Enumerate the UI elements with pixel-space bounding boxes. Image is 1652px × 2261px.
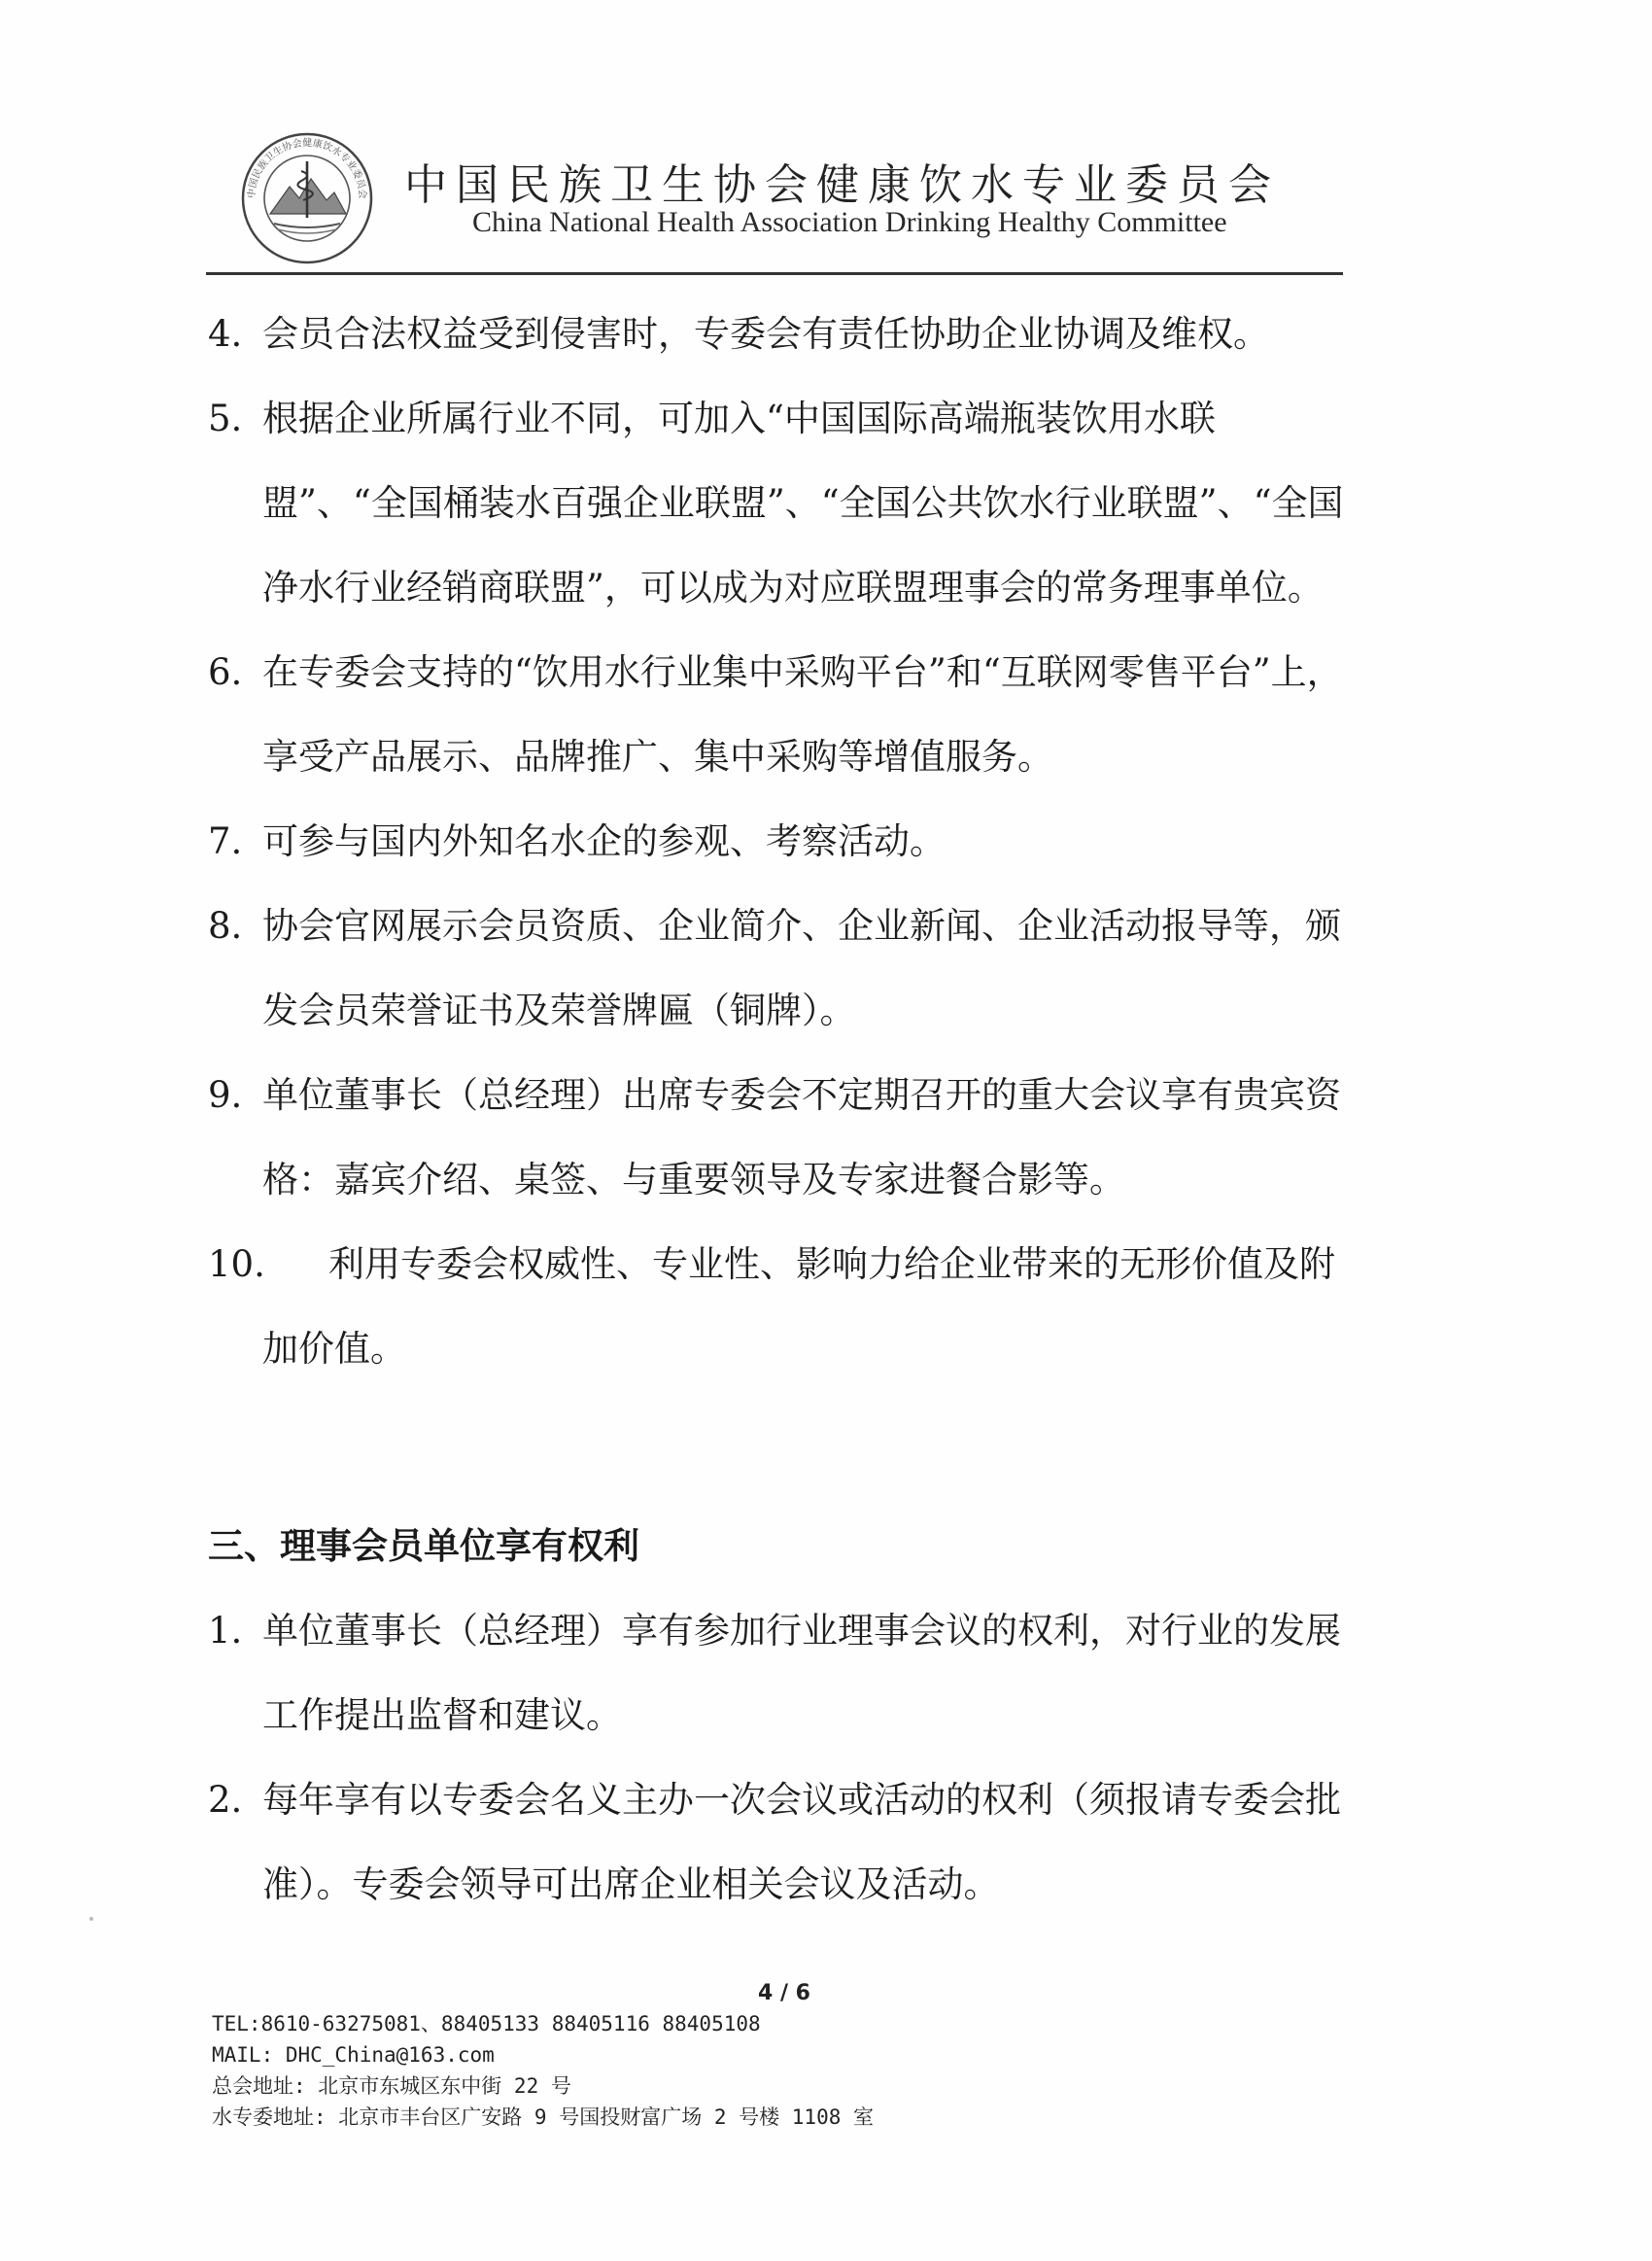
association-seal-icon (241, 132, 373, 264)
list-item (208, 1588, 1355, 1757)
section-heading: 三、理事会员单位享有权利 (208, 1525, 639, 1567)
item-text: 每年享有以专委会名义主办一次会议或活动的权利（须报请专委会批准）。专委会领导可出席企业相关会议及活动。 (262, 1779, 1341, 1905)
footer-hq-address: 总会地址: 北京市东城区东中街 22 号 (212, 2074, 571, 2098)
list-item (208, 1757, 1355, 1927)
footer-contact (212, 2008, 874, 2133)
item-text: 单位董事长（总经理）享有参加行业理事会议的权利，对行业的发展工作提出监督和建议。 (262, 1610, 1341, 1736)
item-text: 协会官网展示会员资质、企业简介、企业新闻、企业活动报导等，颁发会员荣誉证书及荣誉牌匾（铜牌）。 (262, 905, 1341, 1031)
list-item (208, 376, 1355, 630)
item-text: 单位董事长（总经理）出席专委会不定期召开的重大会议享有贵宾资格：嘉宾介绍、桌签、与重要领导及专家进餐合影等。 (262, 1074, 1341, 1200)
page-number: 4 / 6 (758, 1981, 810, 2005)
list-item (208, 884, 1355, 1053)
org-name-chinese: 中国民族卫生协会健康饮水专业委员会 (404, 160, 1280, 210)
list-item (208, 292, 1355, 376)
document-body (208, 292, 1355, 1927)
item-text: 在专委会支持的“饮用水行业集中采购平台”和“互联网零售平台”上，享受产品展示、品牌推广、集中采购等增值服务。 (262, 651, 1343, 778)
item-text: 利用专委会权威性、专业性、影响力给企业带来的无形价值及附加价值。 (262, 1243, 1335, 1370)
item-text: 根据企业所属行业不同，可加入“中国国际高端瓶装饮用水联盟”、“全国桶装水百强企业联盟”、“全国公共饮水行业联盟”、“全国净水行业经销商联盟”，可以成为对应联盟理事会的常务理事单位。 (262, 398, 1344, 609)
item-number: 7. (208, 820, 243, 862)
list-item (208, 630, 1355, 799)
item-number: 10. (208, 1243, 265, 1285)
item-text: 可参与国内外知名水企的参观、考察活动。 (262, 820, 946, 862)
item-number: 8. (208, 905, 243, 947)
org-name-english: China National Health Association Drinking Healthy Committee (472, 206, 1227, 238)
item-number: 4. (208, 313, 243, 355)
item-number: 9. (208, 1074, 243, 1116)
header-divider (206, 272, 1343, 275)
footer-committee-address: 水专委地址: 北京市丰台区广安路 9 号国投财富广场 2 号楼 1108 室 (212, 2105, 875, 2129)
footer-tel: TEL:8610-63275081、88405133 88405116 88405108 (212, 2012, 761, 2035)
item-number: 6. (208, 651, 243, 693)
section-spacer (208, 1391, 1355, 1504)
letterhead (241, 124, 1349, 270)
footer-mail: MAIL: DHC_China@163.com (212, 2043, 495, 2067)
seal-ring-text: 中国民族卫生协会健康饮水专业委员会 (246, 137, 368, 199)
list-item (208, 1053, 1355, 1222)
item-number: 5. (208, 398, 243, 439)
item-number: 1. (208, 1610, 243, 1652)
item-number: 2. (208, 1779, 243, 1821)
list-item (208, 799, 1355, 884)
item-text: 会员合法权益受到侵害时，专委会有责任协助企业协调及维权。 (262, 313, 1269, 355)
scan-speck (89, 1917, 93, 1921)
list-item (208, 1222, 1355, 1391)
